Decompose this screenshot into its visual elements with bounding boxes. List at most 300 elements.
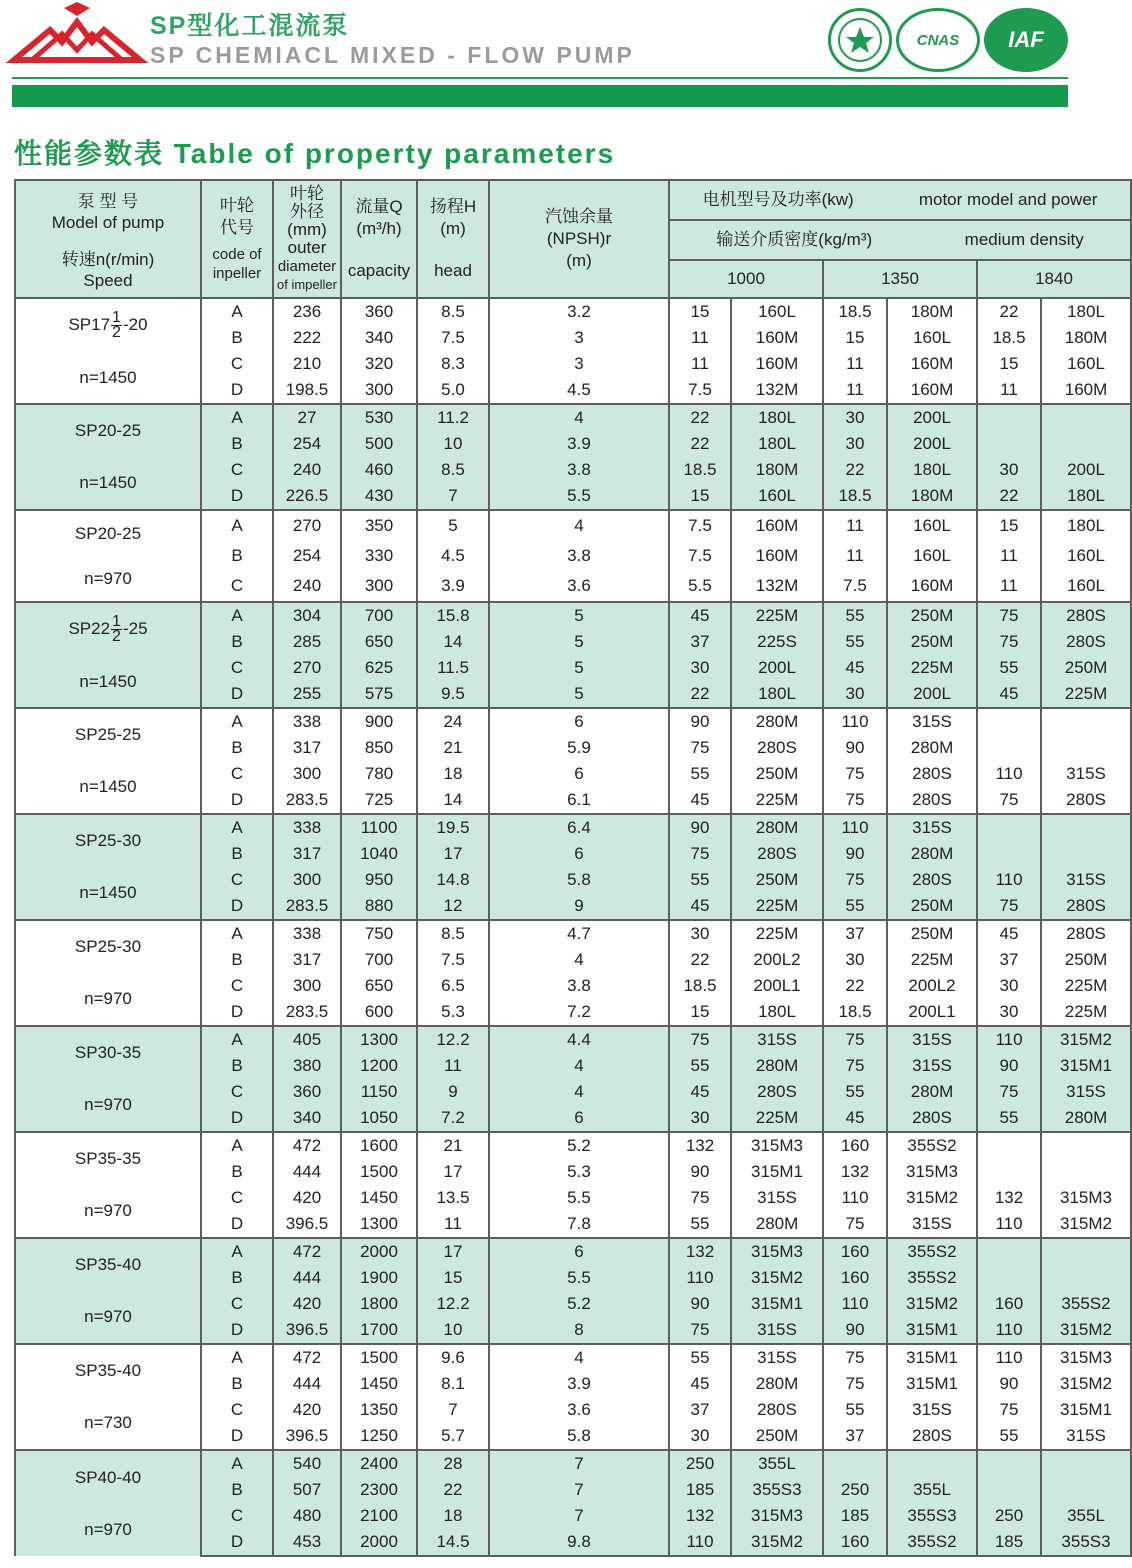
impeller-diameter: 396.5 (273, 1317, 341, 1344)
head-value: 21 (417, 1132, 489, 1159)
power-1840 (977, 1477, 1041, 1503)
power-1350: 18.5 (823, 298, 887, 325)
flow-capacity: 330 (341, 541, 417, 572)
density-header (669, 220, 1131, 260)
motor-1350: 355S3 (887, 1503, 977, 1529)
model-name: SP25-25 (74, 725, 142, 744)
power-1840: 250 (977, 1503, 1041, 1529)
impeller-code: C (201, 457, 273, 483)
impeller-diameter: 540 (273, 1450, 341, 1477)
npsh-value: 4.4 (489, 1026, 669, 1053)
impeller-diameter: 396.5 (273, 1423, 341, 1450)
head-value: 5.0 (417, 377, 489, 404)
motor-1350: 180L (887, 457, 977, 483)
flow-capacity: 1300 (341, 1026, 417, 1053)
power-1840: 185 (977, 1529, 1041, 1556)
fraction-numerator: 1 (112, 309, 121, 327)
head-value: 24 (417, 708, 489, 735)
npsh-value: 6 (489, 708, 669, 735)
motor-1350: 280M (887, 841, 977, 867)
model-cell (15, 510, 201, 602)
motor-1000: 280M (731, 814, 823, 841)
head-value: 9.6 (417, 1344, 489, 1371)
head-value: 4.5 (417, 541, 489, 572)
head-value: 11.2 (417, 404, 489, 431)
motor-1840: 315S (1041, 1423, 1131, 1450)
diameter-header-en2: diameter (277, 257, 337, 275)
npsh-value: 5 (489, 602, 669, 629)
motor-1840 (1041, 814, 1131, 841)
motor-1000: 315S (731, 1344, 823, 1371)
impeller-code: A (201, 1238, 273, 1265)
head-value: 10 (417, 431, 489, 457)
impeller-code: C (201, 1291, 273, 1317)
flow-capacity: 1700 (341, 1317, 417, 1344)
power-1000: 30 (669, 920, 731, 947)
impeller-diameter: 472 (273, 1344, 341, 1371)
power-1350: 30 (823, 404, 887, 431)
power-1000: 5.5 (669, 571, 731, 602)
power-1000: 75 (669, 735, 731, 761)
power-1000: 22 (669, 404, 731, 431)
impeller-code: A (201, 404, 273, 431)
head-header-cn: 扬程H (429, 197, 477, 216)
power-1000: 75 (669, 841, 731, 867)
impeller-code: B (201, 1159, 273, 1185)
speed-value: n=730 (84, 1413, 132, 1432)
model-name: SP30-35 (74, 1043, 142, 1062)
model-suffix: -25 (122, 619, 148, 639)
power-1000: 55 (669, 761, 731, 787)
motor-1840: 180L (1041, 483, 1131, 510)
impeller-diameter: 27 (273, 404, 341, 431)
fraction-numerator: 1 (112, 613, 121, 631)
motor-1350: 200L (887, 404, 977, 431)
power-1350: 75 (823, 787, 887, 814)
head-value: 11.5 (417, 655, 489, 681)
npsh-value: 6 (489, 841, 669, 867)
flow-header-cn: 流量Q (355, 197, 403, 216)
flow-capacity: 700 (341, 602, 417, 629)
power-1350: 11 (823, 377, 887, 404)
motor-1840: 225M (1041, 999, 1131, 1026)
head-value: 7.2 (417, 1105, 489, 1132)
motor-1840 (1041, 1265, 1131, 1291)
power-1000: 11 (669, 325, 731, 351)
power-1000: 45 (669, 787, 731, 814)
motor-header (669, 180, 1131, 220)
npsh-value: 3.9 (489, 431, 669, 457)
flow-capacity: 880 (341, 893, 417, 920)
power-1840: 37 (977, 947, 1041, 973)
table-row (15, 1238, 1131, 1265)
motor-1350: 315S (887, 708, 977, 735)
npsh-value: 5.5 (489, 1265, 669, 1291)
model-header-cn: 泵 型 号 (77, 191, 139, 211)
speed-value: n=1450 (79, 777, 137, 796)
motor-1000: 315M1 (731, 1291, 823, 1317)
motor-1840: 315M1 (1041, 1053, 1131, 1079)
power-1350: 11 (823, 541, 887, 572)
impeller-code: D (201, 999, 273, 1026)
power-1350: 11 (823, 510, 887, 541)
impeller-code: B (201, 1371, 273, 1397)
power-1000: 15 (669, 999, 731, 1026)
power-1840: 30 (977, 973, 1041, 999)
power-1000: 75 (669, 1185, 731, 1211)
motor-1000: 160L (731, 483, 823, 510)
flow-capacity: 350 (341, 510, 417, 541)
motor-1840 (1041, 1450, 1131, 1477)
flow-capacity: 340 (341, 325, 417, 351)
power-1000: 110 (669, 1529, 731, 1556)
impeller-diameter: 338 (273, 814, 341, 841)
head-value: 11 (417, 1211, 489, 1238)
power-1000: 18.5 (669, 457, 731, 483)
motor-1350: 160L (887, 325, 977, 351)
motor-1350: 315M1 (887, 1317, 977, 1344)
head-value: 22 (417, 1477, 489, 1503)
head-header (417, 180, 489, 298)
power-1840 (977, 735, 1041, 761)
power-1350: 250 (823, 1477, 887, 1503)
motor-1350: 280S (887, 787, 977, 814)
impeller-code: C (201, 867, 273, 893)
pump-group (15, 404, 1131, 510)
motor-1000: 355S3 (731, 1477, 823, 1503)
motor-1000: 315S (731, 1185, 823, 1211)
motor-1840: 315M2 (1041, 1371, 1131, 1397)
impeller-code: D (201, 681, 273, 708)
npsh-value: 5 (489, 681, 669, 708)
motor-1350: 315M3 (887, 1159, 977, 1185)
power-1350: 11 (823, 351, 887, 377)
power-1350: 90 (823, 1317, 887, 1344)
impeller-code: C (201, 1185, 273, 1211)
pump-group (15, 602, 1131, 708)
motor-1350: 280S (887, 867, 977, 893)
power-1000: 22 (669, 947, 731, 973)
motor-1840 (1041, 735, 1131, 761)
impeller-diameter: 472 (273, 1238, 341, 1265)
impeller-code: D (201, 377, 273, 404)
motor-1840 (1041, 841, 1131, 867)
impeller-diameter: 210 (273, 351, 341, 377)
pump-group (15, 1132, 1131, 1238)
npsh-value: 4 (489, 1344, 669, 1371)
model-name: SP35-35 (74, 1149, 142, 1168)
npsh-value: 7.2 (489, 999, 669, 1026)
head-value: 7 (417, 1397, 489, 1423)
model-name (16, 615, 200, 644)
model-cell (15, 404, 201, 510)
impeller-diameter: 270 (273, 655, 341, 681)
head-value: 7.5 (417, 325, 489, 351)
power-1350: 110 (823, 1291, 887, 1317)
power-1840 (977, 708, 1041, 735)
flow-capacity: 2400 (341, 1450, 417, 1477)
impeller-code: A (201, 510, 273, 541)
power-1350: 30 (823, 681, 887, 708)
power-1000: 55 (669, 1344, 731, 1371)
motor-header-en: motor model and power (918, 190, 1098, 209)
flow-capacity: 1500 (341, 1159, 417, 1185)
impeller-code: B (201, 1053, 273, 1079)
motor-1350: 315S (887, 1053, 977, 1079)
motor-1350: 355S2 (887, 1132, 977, 1159)
model-name: SP20-25 (74, 421, 142, 440)
power-1350: 160 (823, 1238, 887, 1265)
flow-capacity: 2100 (341, 1503, 417, 1529)
npsh-value: 3.8 (489, 973, 669, 999)
power-1840: 11 (977, 571, 1041, 602)
power-1000: 90 (669, 708, 731, 735)
power-1840: 160 (977, 1291, 1041, 1317)
power-1350: 110 (823, 814, 887, 841)
impeller-code: B (201, 735, 273, 761)
power-1840: 15 (977, 351, 1041, 377)
power-1000: 30 (669, 1423, 731, 1450)
impeller-code: A (201, 708, 273, 735)
power-1350: 110 (823, 708, 887, 735)
power-1000: 185 (669, 1477, 731, 1503)
npsh-value: 7 (489, 1477, 669, 1503)
motor-1840: 315S (1041, 867, 1131, 893)
table-row (15, 1450, 1131, 1477)
npsh-value: 3.6 (489, 571, 669, 602)
power-1350: 55 (823, 1397, 887, 1423)
flow-capacity: 500 (341, 431, 417, 457)
head-value: 15.8 (417, 602, 489, 629)
speed-value: n=1450 (79, 473, 137, 492)
motor-1000: 132M (731, 377, 823, 404)
model-cell (15, 298, 201, 404)
density-header-cn: 输送介质密度(kg/m³) (716, 230, 873, 249)
motor-1840 (1041, 1477, 1131, 1503)
power-1350: 75 (823, 1211, 887, 1238)
motor-1000: 280S (731, 1079, 823, 1105)
power-1840: 75 (977, 893, 1041, 920)
head-value: 12.2 (417, 1026, 489, 1053)
motor-1000: 160M (731, 510, 823, 541)
power-1350 (823, 1450, 887, 1477)
power-1350: 75 (823, 1344, 887, 1371)
motor-1000: 280M (731, 1371, 823, 1397)
speed-value: n=1450 (79, 367, 137, 387)
power-1000: 15 (669, 298, 731, 325)
motor-1840: 355S3 (1041, 1529, 1131, 1556)
power-1000: 30 (669, 1105, 731, 1132)
impeller-code: C (201, 761, 273, 787)
impeller-header (201, 180, 273, 298)
impeller-code: C (201, 1397, 273, 1423)
head-value: 12 (417, 893, 489, 920)
impeller-code: B (201, 541, 273, 572)
power-1840 (977, 404, 1041, 431)
impeller-code: C (201, 351, 273, 377)
motor-1840: 315M2 (1041, 1317, 1131, 1344)
motor-1840 (1041, 1238, 1131, 1265)
npsh-value: 4 (489, 510, 669, 541)
npsh-value: 5.2 (489, 1132, 669, 1159)
impeller-diameter: 420 (273, 1397, 341, 1423)
power-1350: 132 (823, 1159, 887, 1185)
pump-group (15, 298, 1131, 404)
power-1000: 45 (669, 1079, 731, 1105)
motor-1840: 315S (1041, 1079, 1131, 1105)
power-1840 (977, 1132, 1041, 1159)
npsh-value: 4 (489, 1079, 669, 1105)
power-1350: 7.5 (823, 571, 887, 602)
model-name: SP40-40 (74, 1467, 142, 1487)
npsh-value: 7.8 (489, 1211, 669, 1238)
motor-1350: 355S2 (887, 1529, 977, 1556)
table-row (15, 404, 1131, 431)
power-1350: 55 (823, 893, 887, 920)
motor-1000: 315M2 (731, 1529, 823, 1556)
power-1350: 45 (823, 655, 887, 681)
head-value: 17 (417, 841, 489, 867)
motor-1000: 160L (731, 298, 823, 325)
impeller-diameter: 507 (273, 1477, 341, 1503)
motor-1000: 315M2 (731, 1265, 823, 1291)
flow-capacity: 530 (341, 404, 417, 431)
power-1350: 75 (823, 1371, 887, 1397)
impeller-diameter: 226.5 (273, 483, 341, 510)
npsh-value: 4 (489, 1053, 669, 1079)
power-1000: 15 (669, 483, 731, 510)
table-row (15, 1132, 1131, 1159)
flow-capacity: 360 (341, 298, 417, 325)
power-1840: 110 (977, 1344, 1041, 1371)
impeller-diameter: 236 (273, 298, 341, 325)
flow-capacity: 1350 (341, 1397, 417, 1423)
impeller-diameter: 338 (273, 920, 341, 947)
head-header-unit: (m) (440, 219, 466, 238)
impeller-diameter: 283.5 (273, 999, 341, 1026)
pump-group (15, 1238, 1131, 1344)
motor-1000: 315S (731, 1026, 823, 1053)
motor-1840: 280S (1041, 920, 1131, 947)
npsh-value: 9 (489, 893, 669, 920)
flow-capacity: 600 (341, 999, 417, 1026)
motor-1840: 315M3 (1041, 1344, 1131, 1371)
impeller-header-cn: 叶轮代号 (220, 196, 254, 237)
motor-1000: 225M (731, 787, 823, 814)
head-value: 17 (417, 1238, 489, 1265)
npsh-value: 3.8 (489, 541, 669, 572)
power-1840: 110 (977, 1211, 1041, 1238)
impeller-diameter: 304 (273, 602, 341, 629)
flow-capacity: 850 (341, 735, 417, 761)
speed-value: n=970 (84, 1307, 132, 1326)
flow-capacity: 650 (341, 973, 417, 999)
motor-1840: 160M (1041, 377, 1131, 404)
flow-capacity: 1100 (341, 814, 417, 841)
power-1000: 75 (669, 1317, 731, 1344)
npsh-value: 3.2 (489, 298, 669, 325)
motor-1350: 200L1 (887, 999, 977, 1026)
impeller-diameter: 317 (273, 947, 341, 973)
power-1350: 37 (823, 1423, 887, 1450)
motor-1000: 180L (731, 681, 823, 708)
power-1840: 55 (977, 1105, 1041, 1132)
impeller-code: C (201, 571, 273, 602)
npsh-value: 5.8 (489, 867, 669, 893)
model-suffix: -20 (122, 315, 148, 335)
motor-1840 (1041, 404, 1131, 431)
motor-1000: 132M (731, 571, 823, 602)
power-1840 (977, 1265, 1041, 1291)
head-value: 6.5 (417, 973, 489, 999)
flow-capacity: 460 (341, 457, 417, 483)
impeller-code: B (201, 1477, 273, 1503)
motor-1840: 315M1 (1041, 1397, 1131, 1423)
motor-1350: 280S (887, 1423, 977, 1450)
npsh-value: 4 (489, 404, 669, 431)
power-1840 (977, 1159, 1041, 1185)
impeller-code: D (201, 1105, 273, 1132)
power-1000: 250 (669, 1450, 731, 1477)
motor-1000: 200L2 (731, 947, 823, 973)
power-1350: 75 (823, 1053, 887, 1079)
motor-1840: 315M3 (1041, 1185, 1131, 1211)
power-1000: 30 (669, 655, 731, 681)
flow-capacity: 950 (341, 867, 417, 893)
impeller-diameter: 300 (273, 973, 341, 999)
motor-1840: 180L (1041, 298, 1131, 325)
impeller-diameter: 283.5 (273, 893, 341, 920)
head-value: 17 (417, 1159, 489, 1185)
npsh-value: 5 (489, 655, 669, 681)
motor-1840: 250M (1041, 947, 1131, 973)
motor-1000: 315M3 (731, 1503, 823, 1529)
head-value: 14.8 (417, 867, 489, 893)
power-1350: 160 (823, 1132, 887, 1159)
power-1000: 7.5 (669, 510, 731, 541)
power-1350: 18.5 (823, 999, 887, 1026)
power-1840: 132 (977, 1185, 1041, 1211)
impeller-diameter: 240 (273, 571, 341, 602)
power-1000: 132 (669, 1503, 731, 1529)
motor-1840: 315M2 (1041, 1211, 1131, 1238)
motor-1350: 355S2 (887, 1265, 977, 1291)
motor-1000: 315M3 (731, 1132, 823, 1159)
power-1840: 30 (977, 999, 1041, 1026)
power-1000: 55 (669, 867, 731, 893)
power-1000: 132 (669, 1132, 731, 1159)
flow-capacity: 1600 (341, 1132, 417, 1159)
power-1840: 75 (977, 629, 1041, 655)
density-1840: 1840 (977, 260, 1131, 298)
power-1840: 90 (977, 1053, 1041, 1079)
pump-group (15, 708, 1131, 814)
npsh-value: 4.7 (489, 920, 669, 947)
power-1350: 30 (823, 947, 887, 973)
pump-group (15, 1344, 1131, 1450)
head-value: 28 (417, 1450, 489, 1477)
diameter-header-en3: of impeller (277, 276, 337, 292)
motor-1840: 250M (1041, 655, 1131, 681)
density-1000: 1000 (669, 260, 823, 298)
flow-header (341, 180, 417, 298)
head-value: 8.5 (417, 298, 489, 325)
head-value: 8.5 (417, 920, 489, 947)
cnas-badge-icon (896, 8, 980, 72)
head-value: 5 (417, 510, 489, 541)
diameter-header-en1: outer (287, 237, 327, 257)
model-fraction (111, 615, 122, 644)
